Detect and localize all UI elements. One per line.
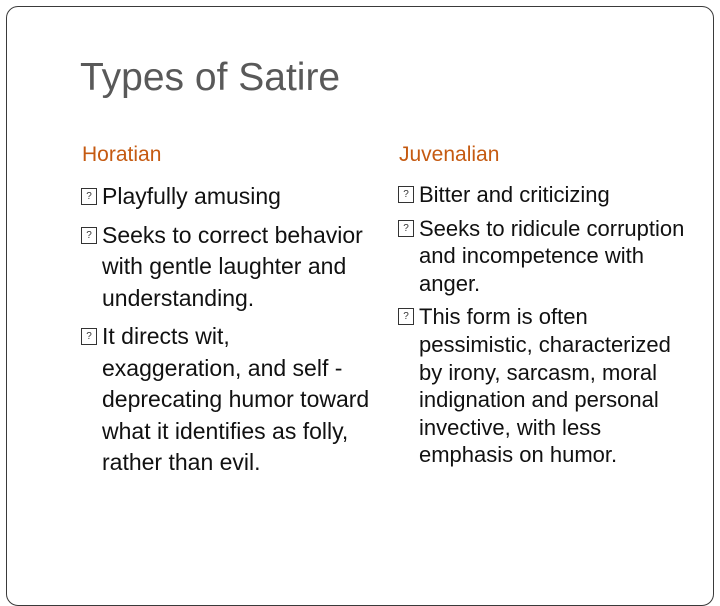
bullet-list-horatian <box>80 181 370 479</box>
bullet-item <box>397 181 697 209</box>
bullet-item <box>80 321 370 479</box>
column-heading-horatian: Horatian <box>82 143 162 166</box>
bullet-marker-icon: ? <box>398 220 414 237</box>
bullet-text: Seeks to ridicule corruption and incompetence with anger. <box>419 215 685 296</box>
bullet-marker-icon: ? <box>81 328 97 345</box>
column-heading-juvenalian: Juvenalian <box>399 143 500 166</box>
bullet-marker-icon: ? <box>398 308 414 325</box>
bullet-item <box>80 181 370 213</box>
bullet-item <box>397 215 697 298</box>
bullet-text: Bitter and criticizing <box>419 182 610 207</box>
bullet-marker-icon: ? <box>81 188 97 205</box>
bullet-text: Seeks to correct behavior with gentle laughter and understanding. <box>102 221 363 311</box>
bullet-text: Playfully amusing <box>102 183 281 209</box>
bullet-marker-icon: ? <box>81 227 97 244</box>
bullet-item <box>397 303 697 469</box>
bullet-list-juvenalian <box>397 181 697 469</box>
right-column <box>397 143 697 475</box>
bullet-text: It directs wit, exaggeration, and self -deprecating humor toward what it identifies as folly, rather than evil. <box>102 323 370 475</box>
slide-title: Types of Satire <box>80 56 341 99</box>
bullet-text: This form is often pessimistic, characterized by irony, sarcasm, moral indignation and personal invective, with less emphasis on humor. <box>419 304 671 468</box>
bullet-marker-icon: ? <box>398 186 414 203</box>
left-column <box>80 143 370 486</box>
bullet-item <box>80 220 370 315</box>
